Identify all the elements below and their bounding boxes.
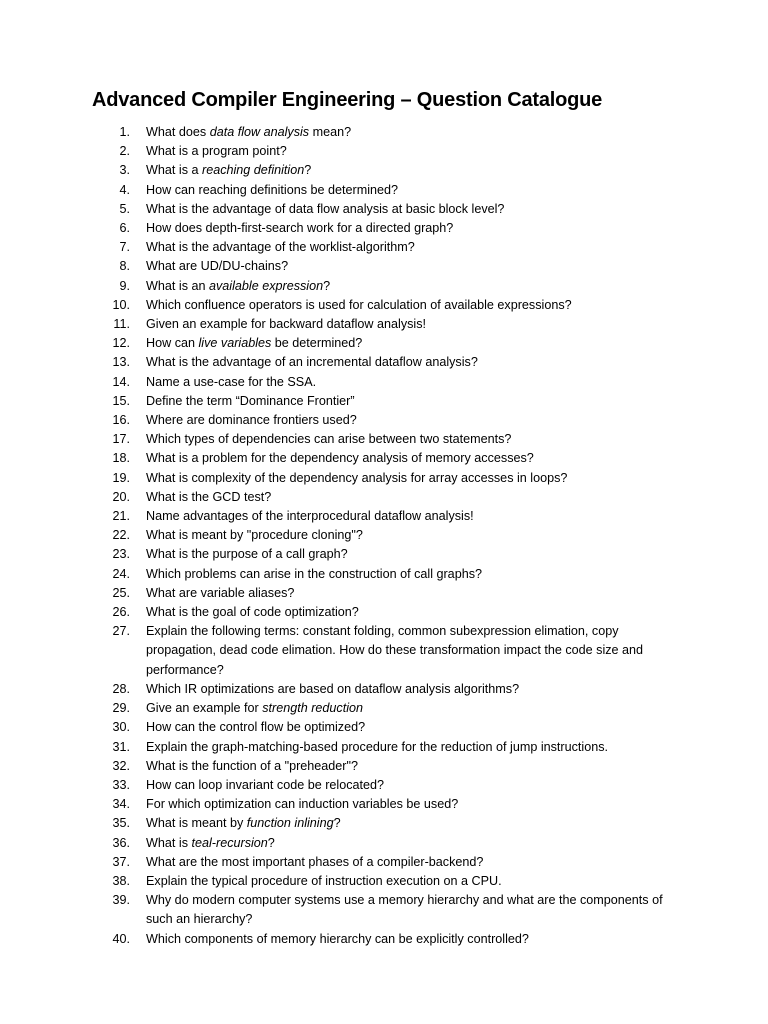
question-number: 3. [119, 163, 130, 178]
question-item [0, 507, 768, 526]
question-text [146, 853, 686, 872]
question-number: 15. [112, 393, 130, 408]
question-text [146, 872, 686, 891]
question-text-run: Which types of dependencies can arise between two statements? [146, 432, 512, 447]
question-text-emphasis: teal-recursion [191, 835, 268, 850]
question-text-run: Give an example for [146, 701, 263, 716]
question-text-run: ? [304, 163, 312, 178]
question-number: 33. [112, 777, 130, 792]
question-text [146, 181, 686, 200]
question-text [146, 834, 686, 853]
question-text [146, 238, 686, 257]
question-number: 1. [119, 125, 130, 139]
question-number: 7. [119, 240, 130, 255]
question-item [0, 795, 768, 814]
question-number: 34. [112, 797, 130, 812]
question-item [0, 411, 768, 430]
question-text [146, 795, 686, 814]
question-number: 4. [119, 182, 130, 197]
question-number: 14. [112, 374, 130, 389]
question-item [0, 296, 768, 315]
question-item [0, 469, 768, 488]
question-text [146, 200, 686, 219]
question-item [0, 891, 768, 929]
question-text [146, 718, 686, 737]
question-text-run: What is the GCD test? [146, 489, 272, 504]
question-text [146, 891, 686, 929]
question-number: 9. [119, 278, 130, 293]
question-text-run: How can reaching definitions be determined? [146, 182, 399, 197]
question-number: 40. [112, 931, 130, 946]
question-number: 21. [112, 509, 130, 524]
question-item [0, 142, 768, 161]
question-text [146, 449, 686, 468]
question-text-run: Given an example for backward dataflow analysis! [146, 317, 427, 332]
question-text-run: How can [146, 336, 199, 351]
question-item [0, 718, 768, 737]
question-text [146, 430, 686, 449]
question-number: 10. [112, 297, 130, 312]
question-number: 32. [112, 758, 130, 773]
question-number: 20. [112, 489, 130, 504]
question-item [0, 603, 768, 622]
question-text [146, 930, 686, 949]
question-text [146, 277, 686, 296]
question-text-run: What is a problem for the dependency analysis of memory accesses? [146, 451, 534, 466]
question-item [0, 238, 768, 257]
question-item [0, 930, 768, 949]
question-number: 24. [112, 566, 130, 581]
question-text [146, 680, 686, 699]
question-text-run: Which components of memory hierarchy can be explicitly controlled? [146, 931, 529, 946]
question-number: 38. [112, 873, 130, 888]
question-item [0, 584, 768, 603]
question-text-run: Name a use-case for the SSA. [146, 374, 317, 389]
question-number: 22. [112, 528, 130, 543]
question-number: 25. [112, 585, 130, 600]
question-text [146, 776, 686, 795]
question-number: 6. [119, 221, 130, 236]
question-text-emphasis: reaching definition [202, 163, 305, 178]
question-text [146, 353, 686, 372]
question-number: 29. [112, 701, 130, 716]
question-item [0, 315, 768, 334]
question-text-emphasis: strength reduction [262, 701, 364, 716]
question-text [146, 545, 686, 564]
question-text-run: Which confluence operators is used for calculation of available expressions? [146, 297, 572, 312]
question-text [146, 373, 686, 392]
question-text [146, 814, 686, 833]
question-text [146, 411, 686, 430]
question-text-run: What is meant by [146, 816, 247, 831]
question-text [146, 507, 686, 526]
question-number: 37. [112, 854, 130, 869]
question-item [0, 430, 768, 449]
question-text-run: What is complexity of the dependency analysis for array accesses in loops? [146, 470, 568, 485]
question-text-run: What is an [146, 278, 209, 293]
question-item [0, 334, 768, 353]
question-text [146, 526, 686, 545]
question-text-run: ? [333, 816, 341, 831]
question-text-run: What is the advantage of an incremental dataflow analysis? [146, 355, 478, 370]
question-text-emphasis: function inlining [246, 816, 334, 831]
question-text-run: Where are dominance frontiers used? [146, 413, 357, 428]
question-text [146, 219, 686, 238]
question-item [0, 200, 768, 219]
question-number: 28. [112, 681, 130, 696]
question-text-run: Explain the following terms: constant folding, common subexpression elimation, copy propagation, dead code elimation. How do these transformation impact the code size and performance? [146, 624, 644, 677]
question-text-run: Which problems can arise in the construction of call graphs? [146, 566, 482, 581]
question-text [146, 334, 686, 353]
question-text [146, 738, 686, 757]
question-number: 2. [119, 144, 130, 159]
question-item [0, 449, 768, 468]
question-text-run: What does [146, 125, 210, 139]
question-text-run: How does depth-first-search work for a directed graph? [146, 221, 454, 236]
question-item [0, 834, 768, 853]
question-text-run: What is the function of a "preheader"? [146, 758, 358, 773]
question-number: 16. [112, 413, 130, 428]
question-text-run: Why do modern computer systems use a memory hierarchy and what are the components of such an hierarchy? [146, 893, 663, 927]
question-number: 35. [112, 816, 130, 831]
question-number: 12. [112, 336, 130, 351]
question-text-run: mean? [309, 125, 352, 139]
question-text [146, 257, 686, 276]
question-number: 19. [112, 470, 130, 485]
question-text-emphasis: available expression [209, 278, 324, 293]
question-number: 26. [112, 605, 130, 620]
question-item [0, 699, 768, 718]
question-item [0, 872, 768, 891]
question-text-run: Which IR optimizations are based on dataflow analysis algorithms? [146, 681, 520, 696]
question-item [0, 738, 768, 757]
question-text-run: What is the purpose of a call graph? [146, 547, 348, 562]
question-text-emphasis: data flow analysis [209, 125, 310, 139]
question-text [146, 603, 686, 622]
question-item [0, 853, 768, 872]
question-text-run: Define the term “Dominance Frontier” [146, 393, 355, 408]
question-list [0, 123, 768, 949]
question-text-run: What are variable aliases? [146, 585, 295, 600]
question-text-run: What is [146, 835, 192, 850]
question-item [0, 257, 768, 276]
question-item [0, 181, 768, 200]
question-text-run: ? [267, 835, 275, 850]
question-item [0, 353, 768, 372]
question-item [0, 123, 768, 142]
question-item [0, 392, 768, 411]
question-item [0, 622, 768, 680]
question-text-run: How can loop invariant code be relocated? [146, 777, 385, 792]
question-item [0, 565, 768, 584]
question-text [146, 142, 686, 161]
question-text [146, 161, 686, 180]
question-text-run: Name advantages of the interprocedural dataflow analysis! [146, 509, 474, 524]
question-text [146, 584, 686, 603]
question-number: 11. [113, 317, 130, 332]
question-text-run: ? [323, 278, 331, 293]
question-number: 8. [119, 259, 130, 274]
question-item [0, 814, 768, 833]
question-item [0, 277, 768, 296]
question-number: 36. [112, 835, 130, 850]
question-item [0, 526, 768, 545]
question-item [0, 545, 768, 564]
question-text [146, 699, 686, 718]
question-number: 17. [112, 432, 130, 447]
question-text-run: For which optimization can induction variables be used? [146, 797, 459, 812]
question-text-run: What is the goal of code optimization? [146, 605, 359, 620]
question-text-run: How can the control flow be optimized? [146, 720, 366, 735]
question-text [146, 392, 686, 411]
question-number: 5. [119, 201, 130, 216]
question-item [0, 161, 768, 180]
question-text-run: Explain the graph-matching-based procedure for the reduction of jump instructions. [146, 739, 609, 754]
question-item [0, 219, 768, 238]
question-text-run: What are the most important phases of a compiler-backend? [146, 854, 484, 869]
question-number: 31. [112, 739, 130, 754]
question-item [0, 776, 768, 795]
question-text-run: What is a [146, 163, 202, 178]
question-text-run: What is a program point? [146, 144, 287, 159]
question-text-run: What is the advantage of the worklist-algorithm? [146, 240, 415, 255]
question-text-run: Explain the typical procedure of instruction execution on a CPU. [146, 873, 502, 888]
question-number: 27. [112, 624, 130, 639]
question-text-run: be determined? [271, 336, 363, 351]
question-item [0, 680, 768, 699]
question-text [146, 296, 686, 315]
question-number: 18. [112, 451, 130, 466]
question-number: 39. [112, 893, 130, 908]
question-text [146, 565, 686, 584]
question-number: 30. [112, 720, 130, 735]
question-text-run: What is meant by "procedure cloning"? [146, 528, 363, 543]
question-item [0, 373, 768, 392]
question-text-emphasis: live variables [198, 336, 272, 351]
question-item [0, 488, 768, 507]
question-text [146, 757, 686, 776]
question-text [146, 469, 686, 488]
question-item [0, 757, 768, 776]
question-text-run: What are UD/DU-chains? [146, 259, 289, 274]
question-text-run: What is the advantage of data flow analysis at basic block level? [146, 201, 505, 216]
question-text [146, 622, 686, 680]
document-title: Advanced Compiler Engineering – Question Catalogue [92, 89, 603, 111]
question-text [146, 315, 686, 334]
question-number: 23. [112, 547, 130, 562]
question-text [146, 123, 686, 142]
question-text [146, 488, 686, 507]
question-number: 13. [112, 355, 130, 370]
